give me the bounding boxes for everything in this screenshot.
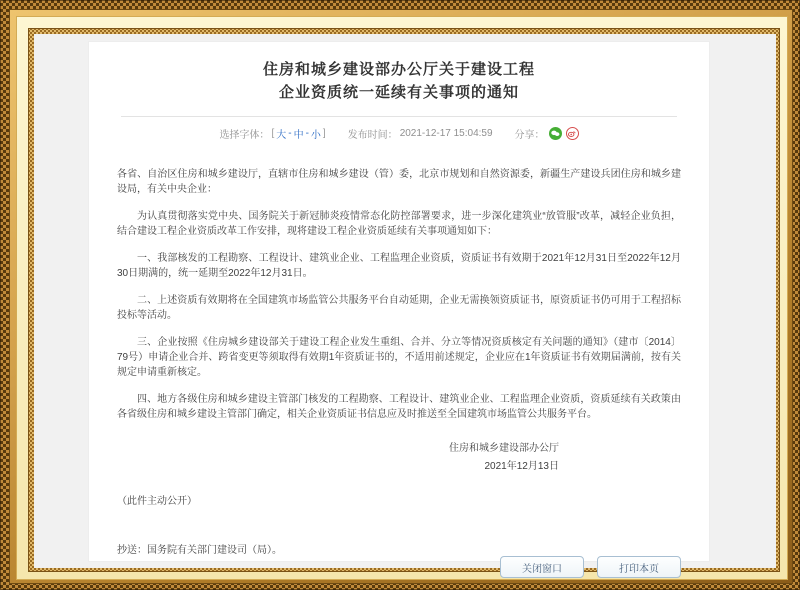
notice-title-line1: 住房和城乡建设部办公厅关于建设工程 [262,61,535,78]
font-size-separator: - [288,128,292,139]
weibo-share-icon[interactable] [566,127,579,140]
notice-document-card [88,41,710,575]
share-label: 分享： [514,130,545,141]
publish-time-group [348,126,493,141]
print-page-button[interactable]: 打印本页 [597,556,681,578]
wechat-share-icon[interactable] [549,127,562,140]
notice-paragraph: 一、我部核发的工程勘察、工程设计、建筑业企业、工程监理企业资质，资质证书有效期于2021年12月31日至2022年12月30日期满的，统一延期至2022年12月31日。 [117,253,681,279]
share-group [515,126,579,141]
font-size-large-link[interactable]: 大 [276,130,287,141]
close-window-button[interactable]: 关闭窗口 [500,556,584,578]
share-icons [549,127,579,140]
publish-time-value: 2021-12-17 15:04:59 [399,128,493,139]
picture-frame-gold-band [9,9,793,584]
notice-paragraph: 四、地方各级住房和城乡建设主管部门核发的工程勘察、工程设计、建筑业企业、工程监理企业资质，资质延续有关政策由各省级住房和城乡建设主管部门确定，相关企业资质证书信息应及时推送至全国建筑市场监管公共服务平台。 [117,394,681,420]
picture-frame-bead-band [28,28,780,575]
font-size-selector [219,126,325,141]
notice-title-line2: 企业资质统一延续有关事项的通知 [278,84,519,101]
font-size-medium-link[interactable]: 中 [293,130,304,141]
font-size-small-link[interactable]: 小 [310,130,321,141]
signature-block [117,440,681,476]
font-size-bracket-close: ] [322,128,326,139]
font-size-separator: - [305,128,309,139]
disclosure-note: （此件主动公开） [117,496,197,507]
notice-paragraph: 二、上述资质有效期将在全国建筑市场监管公共服务平台自动延期，企业无需换领资质证书，原资质证书仍可用于工程招标投标等活动。 [117,295,681,321]
action-button-row [117,556,681,578]
webpage-background [34,34,776,575]
notice-greeting: 各省、自治区住房和城乡建设厅，直辖市住房和城乡建设（管）委，北京市规划和自然资源委，新疆生产建设兵团住房和城乡建设局，有关中央企业： [117,169,681,195]
font-size-label: 选择字体： [219,130,270,141]
font-size-bracket-open: [ [271,128,275,139]
notice-paragraph: 三、企业按照《住房城乡建设部关于建设工程企业发生重组、合并、分立等情况资质核定有关问题的通知》（建市〔2014〕79号）申请企业合并、跨省变更等须取得有效期1年资质证书的，不适用前述规定，企业应在1年资质证书有效期届满前，按有关规定申请重新核定。 [117,337,681,378]
signature-date: 2021年12月13日 [484,461,559,472]
notice-paragraph: 为认真贯彻落实党中央、国务院关于新冠肺炎疫情常态化防控部署要求，进一步深化建筑业“放管服”改革，减轻企业负担，结合建设工程企业资质改革工作安排，现将建设工程企业资质延续有关事项通知如下： [117,211,681,237]
picture-frame-cream-band [16,16,788,580]
meta-bar [117,126,681,141]
notice-title [117,58,681,104]
signature-org: 住房和城乡建设部办公厅 [449,443,559,454]
publish-time-label: 发布时间： [347,130,398,141]
title-divider [121,116,677,117]
notice-body [117,167,681,434]
cc-note: 抄送：国务院有关部门建设司（局）。 [117,545,282,556]
